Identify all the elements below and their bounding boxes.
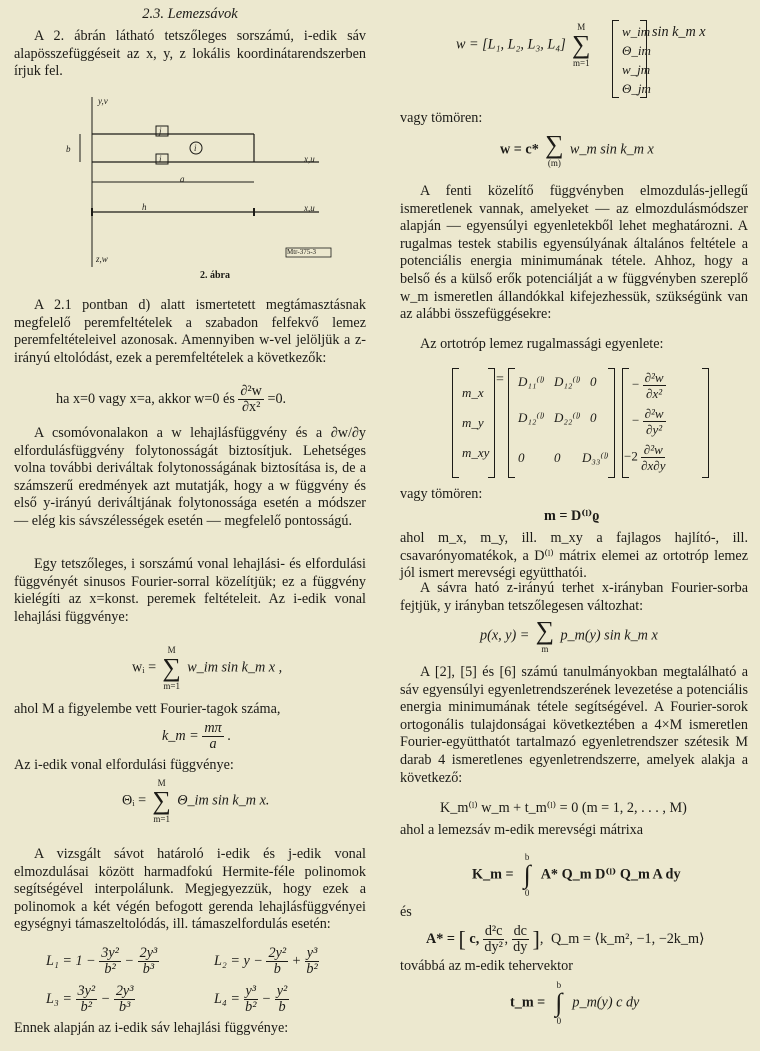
equation-w-lhs: w = [L₁, L₂, L₃, L₄] (456, 36, 566, 53)
sum-lower: m (541, 644, 549, 654)
equation-A: A* = [ c, $\frac{\text{d²c}}{\text{dy²}}$ , $\frac{dc}{dy}$ ], Q_m = ⟨k_m², −1, −2k_m⟩ (426, 923, 705, 955)
integral-upper: b (556, 980, 562, 990)
strip-figure (64, 92, 344, 272)
equation-p-lhs: p(x, y) = (480, 627, 530, 644)
paragraph-energy: A fenti közelítő függvényben elmozdulás-jellegű ismeretlenek vannak, amelyeket — az elmozdulásmódszer alapján — egyensúlyi egyenletekből lehet meghatározni. A rugalmas testek stabilis egyensúlyának általános feltétele a potenciális energia minimumának tétele. Ahhoz, hogy a belső és a külső erők potenciálját a w függvényben szereplő w_m ismeretlen állandókkal kifejezhessük, szükségünk van az alábbi összefüggésekre: (400, 183, 748, 323)
equation-theta (122, 778, 269, 824)
integral-lower: 0 (524, 888, 530, 898)
sign: − (632, 412, 640, 428)
integral-upper: b (524, 852, 530, 862)
equation-km-fraction (202, 721, 223, 752)
equation-Km (472, 852, 681, 898)
fraction-denominator: ∂x∂y (641, 458, 666, 473)
paragraph-references: A [2], [5] és [6] számú tanulmányokban megtalálható a sáv egyensúlyi egyenletrendszerének levezetése a potenciális energia minimumának tétele segítségével. A Fourier-sorok ortogonális tulajdonságai következtében a 4×M ismeretlen Fourier-együtthatót tartalmazó egyenletrendszer szétesik M darab 4 ismeretlenes egyenletrendszerre, amelyek alakja a következő: (400, 664, 748, 786)
label-a: a (180, 174, 185, 184)
vector-entry: Θ_jm (622, 81, 651, 96)
vector-entry: Θ_im (622, 43, 651, 58)
L1-lhs: L₁ = 1 − (46, 952, 96, 969)
fraction-denominator: b³ (142, 961, 155, 977)
sum-symbol: M ∑ m=1 (569, 22, 593, 68)
label-b: b (66, 144, 71, 154)
fraction-denominator: b² (306, 961, 318, 977)
matrix-entry: 0 (518, 450, 525, 465)
sum-symbol: ∑ m (533, 618, 557, 654)
sum-symbol: ∑ (m) (542, 132, 566, 168)
sum-lower: (m) (547, 158, 561, 168)
paragraph-elasticity: Az ortotróp lemez rugalmassági egyenlete: (420, 336, 664, 352)
integral-symbol: b ∫ 0 (549, 980, 569, 1026)
fraction-denominator: ∂x² (241, 399, 261, 415)
matrix-entry: D₁₂⁽ˡ⁾ (518, 410, 545, 425)
fraction-denominator: b² (104, 961, 116, 977)
equation-t (510, 980, 639, 1026)
equation-theta-rhs: Θ_im sin k_m x. (177, 792, 270, 809)
fraction-numerator: y³ (306, 945, 318, 961)
fraction-numerator: dc (513, 923, 527, 939)
text-vagy-1: vagy tömören: (400, 110, 483, 126)
sum-upper: M (167, 645, 176, 655)
equation-t-lhs: t_m = (510, 994, 546, 1011)
equation-Km-rhs: A* Q_m D⁽ˡ⁾ Q_m A dy (540, 866, 681, 883)
equation-boundary-end: =0. (267, 390, 287, 407)
fraction-numerator: ∂²w (240, 383, 262, 399)
equation-km-lhs: k_m = (162, 727, 199, 744)
fraction-denominator: dy (513, 939, 528, 955)
equation-wi-rhs: w_im sin k_m x , (187, 659, 283, 676)
m-vector-bracket-right (488, 368, 495, 478)
equation-K: K_m⁽ˡ⁾ w_m + t_m⁽ˡ⁾ = 0 (m = 1, 2, . . . , M) (440, 800, 687, 816)
equation-w-rhs: sin k_m x (652, 24, 706, 40)
label-zw: z,w (96, 254, 108, 264)
fraction-numerator: 2y³ (139, 945, 158, 961)
fraction-denominator: b (273, 961, 281, 977)
equation-km-end: . (227, 727, 231, 744)
sum-symbol: M ∑ m=1 (150, 778, 174, 824)
sign: −2 (624, 448, 638, 464)
intro-paragraph: A 2. ábrán látható tetszőleges sorszámú, i-edik sáv alapösszefüggéseit az x, y, z lokális koordinátarendszerben írjuk fel. (14, 28, 366, 80)
vector-bracket-left (612, 20, 619, 98)
sum-upper: M (157, 778, 166, 788)
integral-lower: 0 (556, 1016, 562, 1026)
sum-lower: m=1 (153, 814, 170, 824)
text-es: és (400, 904, 412, 920)
fraction-numerator: d²c (484, 923, 503, 939)
matrix-entry: 0 (590, 374, 597, 389)
paragraph-continuity: A csomóvonalakon a w lehajlásfüggvény és a ∂w/∂y elfordulásfüggvény folytonosságát biztosítjuk. Lehetséges volna további deriváltak folytonosságának biztosítása is, de a számszerű eredmények azt mutatják, hogy a w függvény és első y-irányú deriváltjának folytonossága esetén a módszer — elég kis sávszélességek esetén — megfelelő pontosságú. (14, 425, 366, 529)
paragraph-stiffness: ahol a lemezsáv m-edik merevségi mátrixa (400, 822, 644, 838)
equals-sign: = (496, 372, 504, 387)
equation-Q: Q_m = ⟨k_m², −1, −2k_m⟩ (550, 930, 705, 947)
equation-t-rhs: p_m(y) c dy (572, 994, 640, 1011)
equation-m-compact: m = D⁽ˡ⁾ϱ (544, 508, 600, 524)
equation-L2 (214, 946, 319, 977)
fraction-numerator: 2y³ (115, 983, 134, 999)
D-matrix-bracket-left (508, 368, 515, 478)
vector-entry: w_jm (622, 62, 651, 77)
equation-p (480, 618, 658, 654)
fraction-denominator: b³ (118, 999, 131, 1015)
fraction-denominator: b² (80, 999, 92, 1015)
equation-w (456, 22, 593, 68)
equation-A-c: c, (469, 930, 480, 947)
matrix-entry: D₂₂⁽ˡ⁾ (554, 410, 581, 425)
paragraph-fourier-terms: ahol M a figyelembe vett Fourier-tagok száma, (14, 701, 281, 717)
fraction-denominator: a (209, 736, 217, 752)
label-j: j (159, 126, 162, 136)
D-matrix-bracket-right (608, 368, 615, 478)
label-xu-bottom: x,u (304, 203, 315, 213)
paragraph-hermite: A vizsgált sávot határoló i-edik és j-edik vonal elmozdulásai között harmadfokú Hermite-féle polinomok segítségével interpolálunk. Megjegyezzük, hogy ezek a polinomok a két végén befogott gerenda lehajlásfüggvényei egységnyi támaszeltolódás, ill. támaszelfordulás esetén: (14, 846, 366, 933)
operator: − (124, 952, 135, 969)
fraction-denominator: dy² (484, 939, 503, 955)
paragraph-load: A sávra ható z-irányú terhet x-irányban Fourier-sorba fejtjük, y irányban tetszőlegesen változhat: (400, 580, 748, 614)
equation-boundary-text: ha x=0 vagy x=a, akkor w=0 és (56, 390, 235, 407)
equation-w-compact (500, 132, 654, 168)
equation-wi (132, 645, 282, 691)
fraction-denominator: ∂y² (646, 422, 663, 437)
equation-Km-lhs: K_m = (472, 866, 514, 883)
label-h: h (142, 202, 147, 212)
equation-L4 (214, 984, 289, 1015)
L2-lhs: L₂ = y − (214, 952, 263, 969)
integral-symbol: b ∫ 0 (517, 852, 537, 898)
equation-A-lhs: A* = (426, 930, 455, 947)
equation-theta-lhs: Θᵢ = (122, 792, 147, 809)
equation-L1 (46, 946, 159, 977)
vector-entry: m_xy (462, 445, 490, 460)
label-xu-top: x,u (304, 154, 315, 164)
equation-boundary-fraction (238, 384, 264, 415)
fraction-numerator: mπ (204, 720, 222, 736)
sum-upper: M (577, 22, 586, 32)
operator: − (100, 990, 111, 1007)
vector-bracket-right (640, 20, 647, 98)
paragraph-load-vector: továbbá az m-edik tehervektor (400, 958, 573, 974)
label-yv: y,v (98, 96, 108, 106)
fraction-numerator: 2y² (268, 945, 287, 961)
paragraph-fourier: Egy tetszőleges, i sorszámú vonal lehajlási- és elfordulási függvényét sinusos Fourier-sorral közelítjük; ez a függvény kielégíti az x=konst. peremek feltételeit. Az i-edik vonal lehajlási függvénye: (14, 556, 366, 625)
operator: + (291, 952, 302, 969)
matrix-entry: 0 (590, 410, 597, 425)
vector-entry: w_im (622, 24, 651, 39)
m-vector-bracket-left (452, 368, 459, 478)
sum-lower: m=1 (163, 681, 180, 691)
equation-w-compact-lhs: w = c* (500, 141, 539, 158)
equation-p-rhs: p_m(y) sin k_m x (560, 627, 658, 644)
paragraph-boundary: A 2.1 pontban d) alatt ismertetett megtámasztásnak megfelelő peremfeltételek a szabadon felfekvő lemez peremfeltételeivel azonosak. Amennyiben w-vel jelöljük a z-irányú eltolódást, ezek a peremfeltételek a következők: (14, 297, 366, 366)
equation-km (162, 721, 231, 752)
equation-L3 (46, 984, 135, 1015)
vector-entry: m_y (462, 415, 484, 430)
equation-boundary (56, 384, 286, 415)
sign: − (632, 376, 640, 392)
matrix-entry: D₃₃⁽ˡ⁾ (582, 450, 609, 465)
fraction-numerator: ∂²w (641, 442, 665, 458)
operator: − (261, 990, 272, 1007)
section-title: 2.3. Lemezsávok (142, 6, 238, 22)
vector-entry: m_x (462, 385, 484, 400)
figure-tag: Mtr-375-3 (287, 248, 317, 256)
sum-symbol: M ∑ m=1 (160, 645, 184, 691)
figure-caption: 2. ábra (200, 270, 230, 281)
paragraph-moments: ahol m_x, m_y, ill. m_xy a fajlagos hajlító-, ill. csavarónyomatékok, a D⁽ˡ⁾ mátrix elemei az ortotróp lemez jól ismert merevségi együtthatói. (400, 530, 748, 582)
matrix-entry: 0 (554, 450, 561, 465)
text-vagy-2: vagy tömören: (400, 486, 483, 502)
equation-wi-lhs: wᵢ = (132, 659, 157, 676)
fraction-denominator: ∂x² (646, 386, 663, 401)
fraction-denominator: b² (245, 999, 257, 1015)
sum-lower: m=1 (573, 58, 590, 68)
label-circle: i (194, 143, 197, 153)
fraction-numerator: 3y² (101, 945, 119, 961)
fraction-denominator: b (278, 999, 286, 1015)
moment-vector (462, 378, 489, 468)
L4-lhs: L₄ = (214, 990, 240, 1007)
curvature-bracket-right (702, 368, 709, 478)
fraction-numerator: ∂²w (644, 406, 664, 421)
fraction-numerator: 3y² (77, 983, 96, 999)
fraction-numerator: ∂²w (644, 370, 664, 385)
fraction-numerator: y² (276, 983, 288, 999)
paragraph-rotation: Az i-edik vonal elfordulási függvénye: (14, 757, 234, 773)
paragraph-deflection: Ennek alapján az i-edik sáv lehajlási függvénye: (14, 1020, 289, 1036)
matrix-entry: D₁₁⁽ˡ⁾ (518, 374, 545, 389)
equation-w-compact-rhs: w_m sin k_m x (569, 141, 654, 158)
L3-lhs: L₃ = (46, 990, 72, 1007)
label-i: i (159, 154, 162, 164)
fraction-numerator: y³ (245, 983, 257, 999)
matrix-entry: D₁₂⁽ˡ⁾ (554, 374, 581, 389)
